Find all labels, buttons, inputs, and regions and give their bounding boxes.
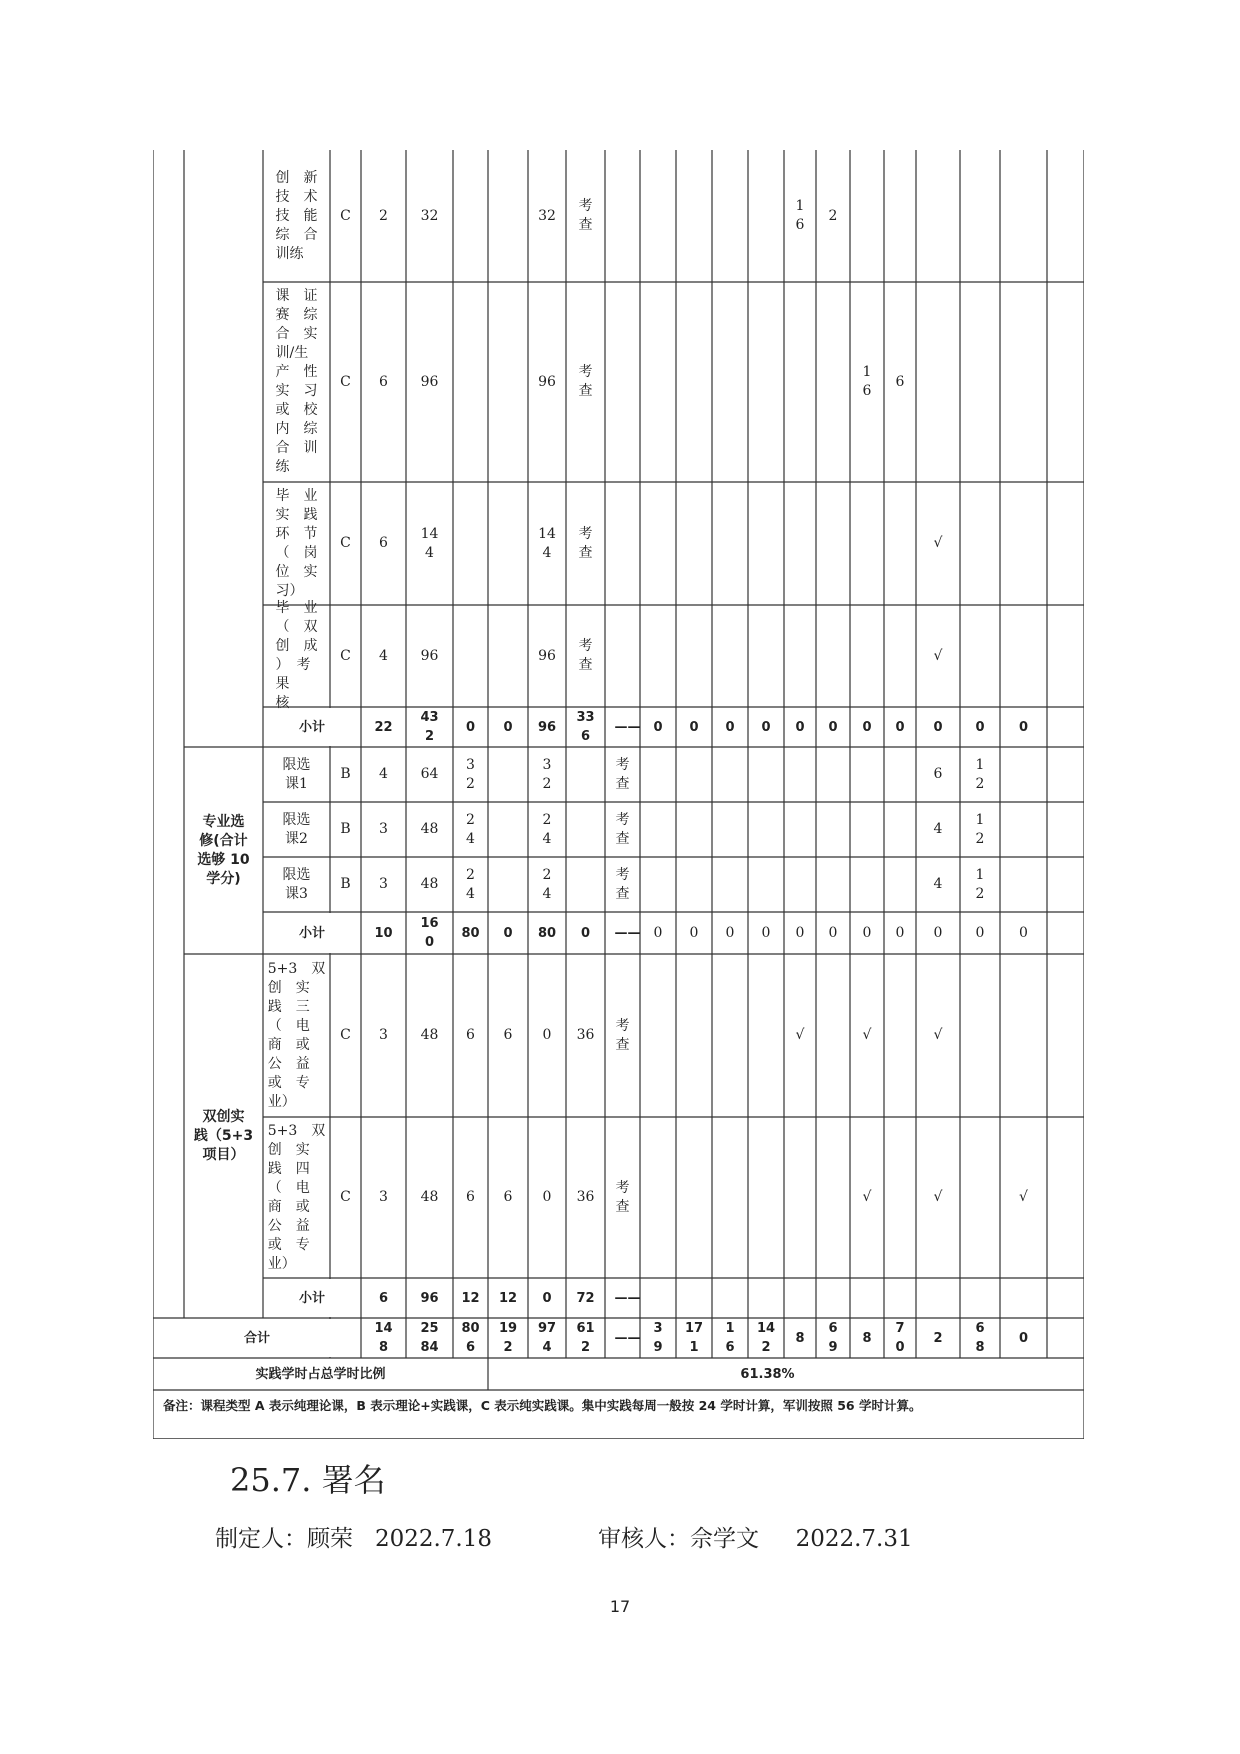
practice-total-hours: 144 bbox=[538, 525, 556, 561]
grand-total-term: 70 bbox=[895, 1321, 905, 1355]
grand-total-term: 2 bbox=[933, 1330, 943, 1346]
theory-hours: 6 bbox=[466, 1189, 475, 1205]
practice-hours bbox=[488, 282, 528, 482]
theory-hours: 24 bbox=[466, 866, 475, 902]
subtotal-term: 0 bbox=[725, 924, 735, 941]
subtotal-term: 0 bbox=[862, 924, 872, 941]
subtotal-term: 0 bbox=[933, 924, 943, 941]
practice-ratio-label: 实践学时占总学时比例 bbox=[255, 1366, 386, 1382]
course-hours: 48 bbox=[420, 821, 439, 837]
subtotal-theory: 80 bbox=[461, 925, 480, 941]
subtotal-label: 小计 bbox=[298, 1290, 325, 1306]
course-name: 毕 业 实 践 环 节 （ 岗 位 实 习） bbox=[275, 487, 318, 599]
total-hours: 36 bbox=[576, 1027, 595, 1043]
subtotal-term: 0 bbox=[689, 924, 699, 941]
course-type: C bbox=[340, 207, 351, 224]
subtotal-label: 小计 bbox=[298, 925, 325, 941]
theory-hours bbox=[453, 482, 488, 605]
subtotal-total: 0 bbox=[580, 925, 591, 941]
practice-total-hours: 32 bbox=[542, 756, 552, 792]
grand-total-practice: 192 bbox=[498, 1321, 518, 1355]
subtotal-assess: —— bbox=[614, 719, 641, 735]
subtotal-assess: —— bbox=[614, 925, 641, 941]
subtotal-term: 0 bbox=[653, 924, 663, 941]
course-name: 创 新 技 术 技 能 综 合 训练 bbox=[275, 169, 318, 262]
practice-total-hours: 0 bbox=[542, 1027, 552, 1043]
term-hours: 4 bbox=[933, 821, 943, 837]
course-credits: 2 bbox=[379, 207, 388, 224]
subtotal-label: 小计 bbox=[298, 719, 325, 735]
theory-hours bbox=[453, 282, 488, 482]
total-hours: 36 bbox=[576, 1189, 595, 1205]
assessment-method: 考查 bbox=[578, 525, 593, 561]
course-name: 毕 业 （ 双 创 成 ） 考 果 核 bbox=[275, 600, 318, 711]
course-name: 5+3 双 创 实 践 三 （ 电 商 或 公 益 或 专 业） bbox=[267, 960, 326, 1110]
subtotal-credits: 6 bbox=[378, 1290, 389, 1306]
term-hours: 6 bbox=[895, 373, 905, 390]
practice-hours: 6 bbox=[503, 1189, 513, 1205]
course-hours: 48 bbox=[420, 1189, 439, 1205]
subtotal-credits: 22 bbox=[374, 719, 393, 735]
practice-total-hours: 24 bbox=[542, 866, 552, 902]
practice-hours: 6 bbox=[503, 1027, 513, 1043]
grand-total-practice-total: 974 bbox=[537, 1321, 557, 1355]
course-hours: 48 bbox=[420, 1027, 439, 1043]
practice-total-hours: 96 bbox=[538, 647, 556, 664]
subtotal-total: 336 bbox=[576, 710, 595, 744]
subtotal-term: 0 bbox=[1018, 719, 1029, 735]
grand-total-term: 39 bbox=[653, 1321, 663, 1355]
course-name: 限选课2 bbox=[282, 811, 311, 847]
subtotal-theory: 12 bbox=[461, 1290, 480, 1306]
term-hours: √ bbox=[933, 647, 943, 664]
grand-total-hours: 2584 bbox=[420, 1321, 439, 1355]
course-credits: 4 bbox=[379, 766, 388, 782]
section-title: 署名 bbox=[321, 1461, 386, 1499]
course-credits: 3 bbox=[379, 1189, 388, 1205]
term-check-mark: √ bbox=[1019, 1189, 1028, 1205]
subtotal-term: 0 bbox=[795, 924, 805, 941]
subtotal-term: 0 bbox=[895, 719, 905, 735]
section-heading bbox=[230, 1455, 386, 1501]
subtotal-practice: 0 bbox=[503, 925, 513, 941]
author-label: 制定人： bbox=[215, 1526, 307, 1552]
dual-group-label: 双创实 践（5+3 项目） bbox=[193, 1108, 254, 1163]
course-type: B bbox=[340, 766, 351, 782]
grand-total-term: 171 bbox=[684, 1321, 704, 1355]
course-type: C bbox=[340, 535, 351, 551]
course-type: B bbox=[340, 876, 351, 892]
term-hours: 12 bbox=[975, 811, 985, 847]
author-name: 顾荣 bbox=[307, 1526, 353, 1552]
course-plan-table bbox=[153, 150, 1084, 1439]
subtotal-term: 0 bbox=[828, 924, 838, 941]
practice-hours bbox=[488, 605, 528, 707]
practice-total-hours: 24 bbox=[542, 811, 552, 847]
course-credits: 6 bbox=[379, 373, 388, 390]
course-name: 5+3 双 创 实 践 四 （ 电 商 或 公 益 或 专 业） bbox=[267, 1122, 326, 1272]
assessment-method: 考查 bbox=[615, 866, 630, 902]
term-check-mark: √ bbox=[933, 1189, 943, 1205]
reviewer-label: 审核人： bbox=[598, 1526, 690, 1552]
course-credits: 6 bbox=[379, 535, 388, 551]
subtotal-term: 0 bbox=[689, 719, 699, 735]
grand-total-assess: —— bbox=[614, 1330, 641, 1346]
course-hours: 96 bbox=[420, 647, 439, 664]
course-type: C bbox=[340, 647, 351, 664]
assessment-method: 考查 bbox=[615, 1179, 630, 1215]
subtotal-term: 0 bbox=[1019, 924, 1028, 941]
subtotal-term: 0 bbox=[795, 719, 805, 735]
author-signature bbox=[215, 1520, 492, 1553]
course-hours: 144 bbox=[420, 525, 439, 561]
reviewer-signature bbox=[598, 1520, 913, 1553]
reviewer-date: 2022.7.31 bbox=[795, 1526, 913, 1552]
theory-hours: 24 bbox=[466, 811, 475, 847]
course-type: C bbox=[340, 1189, 351, 1205]
course-name: 限选课1 bbox=[282, 756, 311, 792]
practice-total-hours: 0 bbox=[542, 1189, 552, 1205]
course-credits: 3 bbox=[379, 1027, 388, 1043]
term-hours: 2 bbox=[828, 207, 838, 224]
course-type: C bbox=[340, 373, 351, 390]
grand-total-total: 612 bbox=[576, 1321, 595, 1355]
assessment-method: 考查 bbox=[615, 1017, 630, 1053]
subtotal-hours: 432 bbox=[420, 710, 439, 744]
term-hours: 6 bbox=[933, 766, 943, 782]
subtotal-term: 0 bbox=[933, 719, 943, 735]
course-type: B bbox=[340, 821, 351, 837]
term-hours: 12 bbox=[975, 866, 985, 902]
subtotal-practice-total: 80 bbox=[537, 925, 557, 941]
theory-hours bbox=[453, 605, 488, 707]
table-note: 备注：课程类型 A 表示纯理论课，B 表示理论+实践课，C 表示纯实践课。集中实践每周一般按 24 学时计算，军训按照 56 学时计算。 bbox=[163, 1398, 922, 1413]
term-check-mark: √ bbox=[862, 1189, 872, 1205]
assessment-method: 考查 bbox=[578, 198, 593, 233]
section-number: 25.7. bbox=[230, 1461, 312, 1499]
course-name: 课 证 赛 综 合 实 训/生 产 性 实 习 或 校 内 综 合 训 练 bbox=[275, 288, 318, 475]
subtotal-practice: 12 bbox=[498, 1290, 518, 1306]
grand-total-term: 142 bbox=[756, 1321, 776, 1355]
subtotal-practice-total: 0 bbox=[542, 1290, 552, 1306]
practice-hours bbox=[488, 150, 528, 282]
theory-hours bbox=[453, 150, 488, 282]
term-check-mark: √ bbox=[933, 1027, 943, 1043]
course-credits: 3 bbox=[379, 876, 388, 892]
subtotal-term: 0 bbox=[725, 719, 735, 735]
author-date: 2022.7.18 bbox=[374, 1526, 492, 1552]
practice-hours bbox=[488, 482, 528, 605]
subtotal-total: 72 bbox=[576, 1290, 595, 1306]
practice-total-hours: 96 bbox=[538, 373, 556, 390]
reviewer-name: 佘学文 bbox=[690, 1526, 759, 1552]
elective-group-label: 专业选 修(合计 选够 10 学分) bbox=[197, 813, 250, 887]
practice-ratio-value: 61.38% bbox=[740, 1366, 795, 1382]
practice-total-hours: 32 bbox=[538, 207, 556, 224]
subtotal-hours: 160 bbox=[420, 916, 439, 950]
page-number: 17 bbox=[609, 1597, 631, 1616]
subtotal-term: 0 bbox=[761, 719, 771, 735]
subtotal-practice: 0 bbox=[503, 719, 513, 735]
course-credits: 4 bbox=[379, 647, 388, 664]
grand-total-credits: 148 bbox=[374, 1321, 393, 1355]
subtotal-term: 0 bbox=[895, 924, 905, 941]
term-hours: 4 bbox=[933, 876, 943, 892]
grand-total-term: 8 bbox=[862, 1330, 872, 1346]
assessment-method: 考查 bbox=[615, 756, 630, 792]
course-credits: 3 bbox=[379, 821, 388, 837]
grand-total-term: 69 bbox=[828, 1321, 838, 1355]
course-type: C bbox=[340, 1027, 351, 1043]
subtotal-credits: 10 bbox=[374, 925, 393, 941]
term-hours: 16 bbox=[795, 198, 805, 233]
subtotal-practice-total: 96 bbox=[537, 719, 557, 735]
theory-hours: 6 bbox=[466, 1027, 475, 1043]
term-hours: 12 bbox=[975, 756, 985, 792]
grand-total-term: 8 bbox=[795, 1330, 805, 1346]
subtotal-term: 0 bbox=[653, 719, 663, 735]
grand-total-label: 合计 bbox=[243, 1330, 270, 1346]
grand-total-term: 68 bbox=[975, 1321, 985, 1355]
subtotal-term: 0 bbox=[862, 719, 872, 735]
grand-total-term: 16 bbox=[725, 1321, 735, 1355]
subtotal-theory: 0 bbox=[465, 719, 476, 735]
subtotal-term: 0 bbox=[975, 924, 985, 941]
assessment-method: 考查 bbox=[615, 811, 630, 847]
theory-hours: 32 bbox=[466, 756, 475, 792]
subtotal-term: 0 bbox=[975, 719, 985, 735]
assessment-method: 考查 bbox=[578, 364, 593, 399]
term-check-mark: √ bbox=[795, 1027, 805, 1043]
term-hours: √ bbox=[933, 535, 943, 551]
grand-total-theory: 806 bbox=[461, 1321, 480, 1355]
grand-total-term: 0 bbox=[1018, 1330, 1029, 1346]
course-hours: 32 bbox=[420, 207, 439, 224]
subtotal-hours: 96 bbox=[420, 1290, 439, 1306]
term-hours: 16 bbox=[862, 364, 872, 399]
subtotal-term: 0 bbox=[761, 924, 771, 941]
subtotal-assess: —— bbox=[614, 1290, 641, 1306]
course-name: 限选课3 bbox=[282, 866, 311, 902]
course-hours: 64 bbox=[420, 766, 439, 782]
subtotal-term: 0 bbox=[828, 719, 838, 735]
course-hours: 48 bbox=[420, 876, 439, 892]
term-check-mark: √ bbox=[862, 1027, 872, 1043]
assessment-method: 考查 bbox=[578, 638, 593, 673]
course-hours: 96 bbox=[420, 373, 439, 390]
